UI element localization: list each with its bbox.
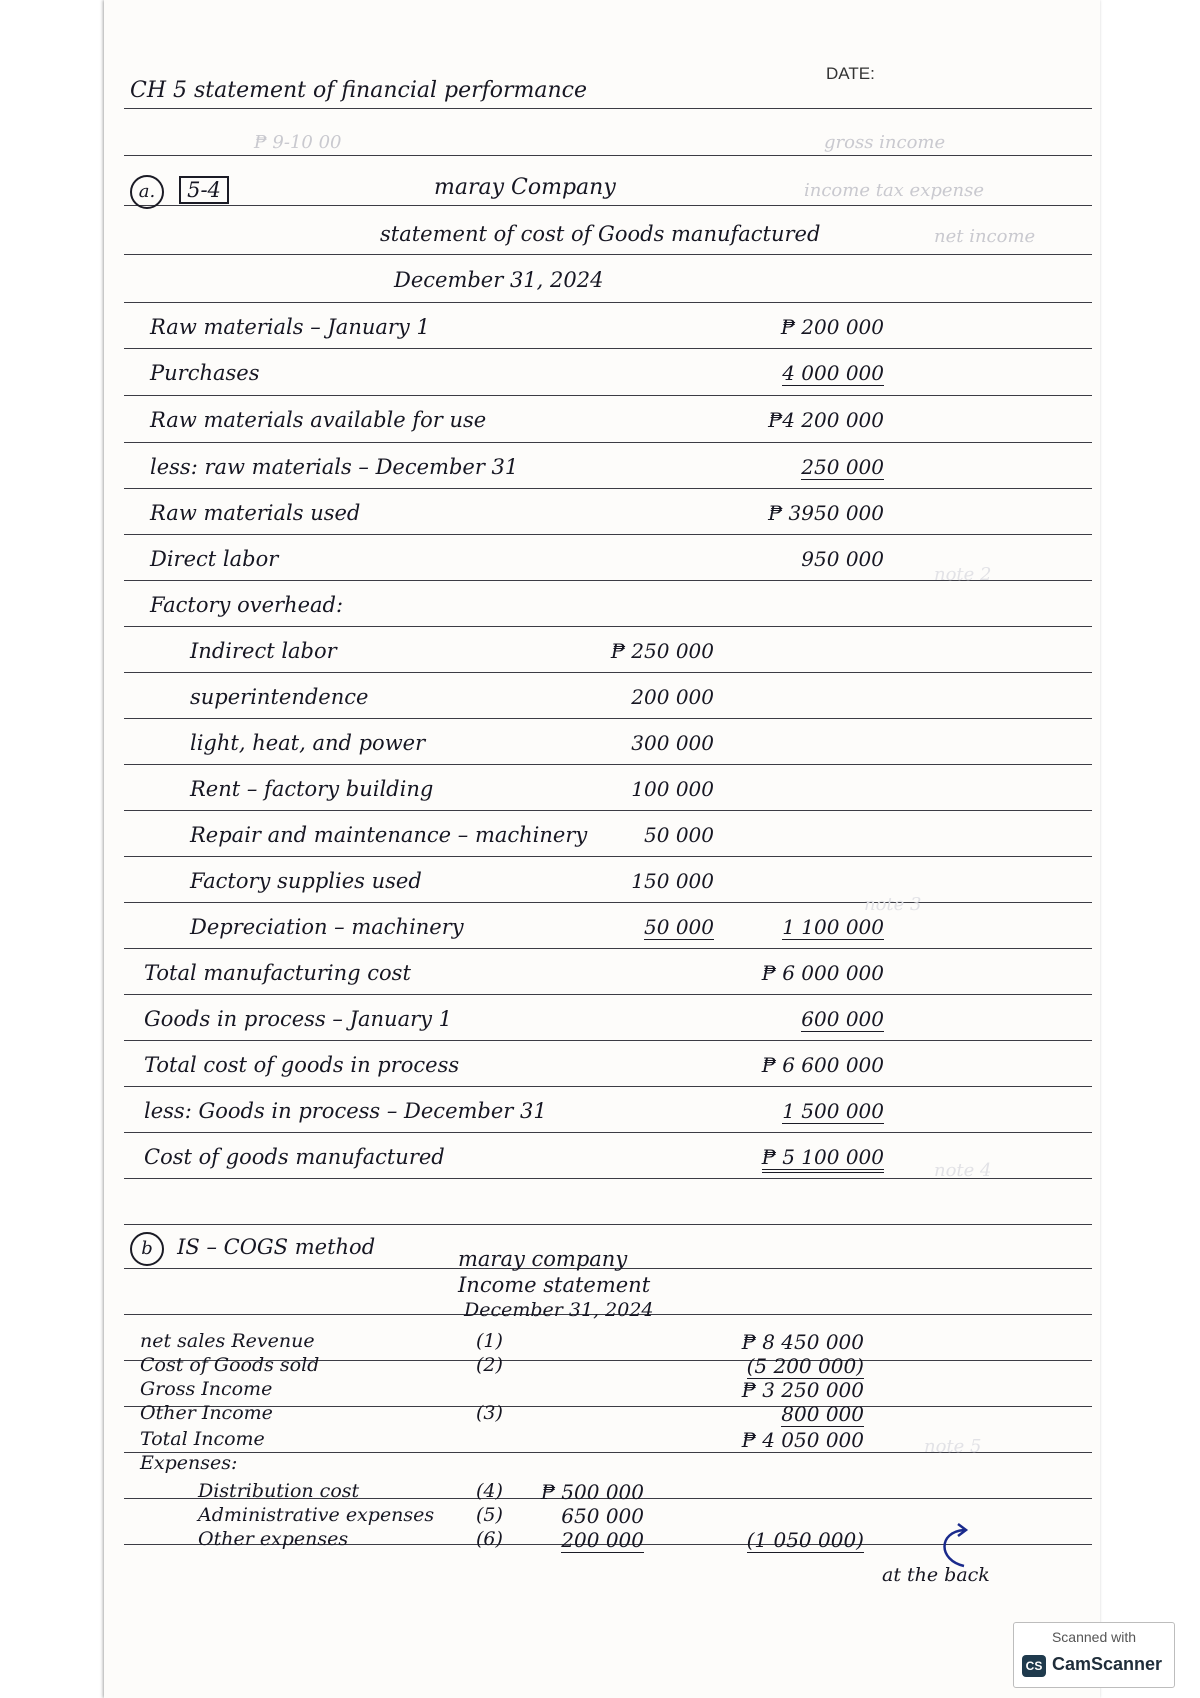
cogm-total-label: Goods in process – January 1 [144,1007,453,1031]
overhead-item-amount: 150 000 [631,869,714,893]
notebook-page [104,0,1100,1698]
is-row-label: net sales Revenue [140,1330,315,1352]
cogm-row-label: Raw materials – January 1 [150,315,430,339]
expense-item-note: (6) [476,1528,503,1550]
expense-item-note: (5) [476,1504,503,1526]
cogm-row-label: Purchases [150,361,260,385]
bleed-through-mark: ₱ 9-10 00 [254,132,342,153]
cogm-row-amount: ₱ 200 000 [780,315,884,339]
cogm-row-amount: 250 000 [801,455,884,479]
is-row-amount: ₱ 8 450 000 [741,1330,864,1354]
part-a-statement-title: statement of cost of Goods manufactured [380,222,821,246]
cogm-total-amount: ₱ 6 000 000 [761,961,884,985]
overhead-item-amount: 200 000 [631,685,714,709]
expenses-total-amount: (1 050 000) [746,1528,864,1552]
cogm-row-amount: 4 000 000 [782,361,884,385]
expense-item-amount: 650 000 [561,1504,644,1528]
scanner-caption: Scanned with [1051,1629,1137,1645]
overhead-item-label: Rent – factory building [190,777,434,801]
is-row-note: (3) [476,1402,503,1424]
problem-number: 5-4 [179,176,229,204]
cogm-total-label: Total manufacturing cost [144,961,411,985]
page-heading: CH 5 statement of financial performance [130,78,588,103]
overhead-item-label: light, heat, and power [190,731,426,755]
cogm-total-amount: 1 500 000 [782,1099,884,1123]
expense-item-amount: 200 000 [561,1528,644,1552]
bleed-through-mark: note 2 [934,564,992,585]
camscanner-logo-icon: CS [1022,1655,1046,1677]
part-b-company: maray company [458,1247,628,1271]
bleed-through-mark: note 4 [934,1160,992,1181]
camscanner-watermark [1013,1622,1175,1688]
overhead-item-amount: 50 000 [644,823,714,847]
cogm-total-label: Total cost of goods in process [144,1053,460,1077]
part-a-header [130,175,229,209]
overhead-item-amount: 50 000 [644,915,714,939]
expense-item-label: Administrative expenses [198,1504,435,1526]
is-row-label: Total Income [140,1428,265,1450]
overhead-item-amount: 100 000 [631,777,714,801]
expense-item-label: Other expenses [198,1528,349,1550]
cogm-row-amount: 950 000 [801,547,884,571]
cogm-total-amount: 600 000 [801,1007,884,1031]
continued-note: at the back [882,1564,990,1586]
cogm-row-label: Raw materials used [150,501,361,525]
overhead-item-label: Repair and maintenance – machinery [190,823,588,847]
part-a-statement-date: December 31, 2024 [394,268,604,292]
is-row-note: (2) [476,1354,503,1376]
expense-item-amount: ₱ 500 000 [540,1480,644,1504]
cogm-total-label: less: Goods in process – December 31 [144,1099,547,1123]
scanner-name: CamScanner [1052,1654,1163,1674]
is-row-amount: (5 200 000) [746,1354,864,1378]
part-b-statement-date: December 31, 2024 [464,1299,654,1321]
part-a-marker: a. [130,175,164,209]
overhead-total-amount: 1 100 000 [782,915,884,939]
cogm-row-label: Direct labor [150,547,279,571]
overhead-item-amount: ₱ 250 000 [610,639,714,663]
is-row-label: Other Income [140,1402,273,1424]
overhead-item-label: Indirect labor [190,639,337,663]
is-row-amount: 800 000 [781,1402,864,1426]
bleed-through-mark: note 5 [924,1436,982,1457]
is-row-amount: ₱ 4 050 000 [741,1428,864,1452]
is-row-amount: ₱ 3 250 000 [741,1378,864,1402]
bleed-through-mark: income tax expense [804,180,985,201]
part-b-marker: b [130,1232,164,1266]
cogm-total-amount: ₱ 6 600 000 [761,1053,884,1077]
part-b-method: IS – COGS method [177,1235,376,1259]
is-row-note: (1) [476,1330,503,1352]
cogm-final-amount: ₱ 5 100 000 [714,1145,884,1169]
bleed-through-mark: net income [934,226,1036,247]
date-label: DATE: [826,64,875,83]
overhead-item-label: Factory supplies used [190,869,422,893]
cogm-row-label: Factory overhead: [150,593,344,617]
overhead-item-amount: 300 000 [631,731,714,755]
is-row-label: Gross Income [140,1378,273,1400]
cogm-row-amount: ₱4 200 000 [768,408,884,432]
overhead-item-label: Depreciation – machinery [190,915,464,939]
cogm-row-amount: ₱ 3950 000 [768,501,884,525]
bleed-through-mark: note 3 [864,894,922,915]
part-b-statement-title: Income statement [458,1273,651,1297]
part-b-header [130,1232,375,1266]
expense-item-label: Distribution cost [198,1480,360,1502]
expense-item-note: (4) [476,1480,503,1502]
part-a-company: maray Company [434,175,616,200]
cogm-row-label: less: raw materials – December 31 [150,455,519,479]
bleed-through-mark: gross income [824,132,946,153]
cogm-final-label: Cost of goods manufactured [144,1145,445,1169]
cogm-row-label: Raw materials available for use [150,408,487,432]
overhead-item-label: superintendence [190,685,369,709]
is-row-label: Expenses: [140,1452,238,1474]
is-row-label: Cost of Goods sold [140,1354,320,1376]
